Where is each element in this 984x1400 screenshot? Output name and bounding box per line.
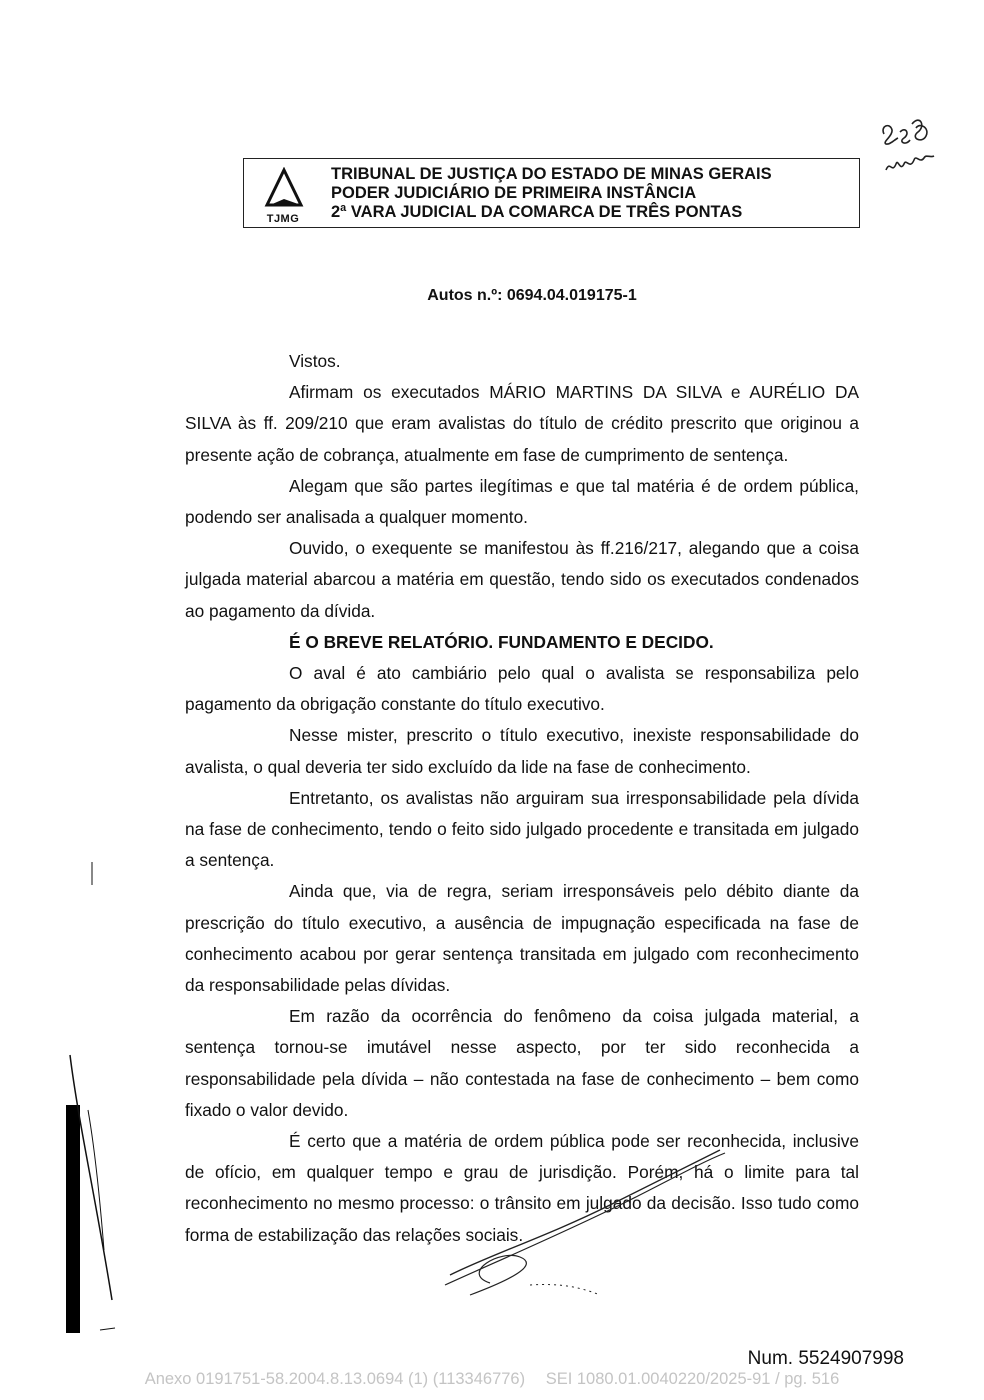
tjmg-triangle-icon	[264, 167, 304, 209]
annex-reference: Anexo 0191751-58.2004.8.13.0694 (1) (113346776)	[144, 1370, 526, 1388]
paragraph: É certo que a matéria de ordem pública pode ser reconhecida, inclusive de ofício, em qualquer tempo e grau de jurisdição. Porém, há o limite para tal reconhecimento no mesmo processo: o trânsito em julgado da decisão. Isso tudo como forma de estabilização das relações sociais.	[185, 1131, 859, 1245]
paragraph: Em razão da ocorrência do fenômeno da coisa julgada material, a sentença tornou-se imutável nesse aspecto, por ter sido reconhecida a responsabilidade pela dívida – não contestada na fase de conhecimento – bem como fixado o valor devido.	[185, 1006, 859, 1120]
handwritten-folio-icon	[876, 104, 946, 180]
scan-margin-marks	[0, 0, 140, 1400]
paragraph: Afirmam os executados MÁRIO MARTINS DA SILVA e AURÉLIO DA SILVA às ff. 209/210 que eram avalistas do título de crédito prescrito que originou a presente ação de cobrança, atualmente em fase de cumprimento de sentença.	[185, 382, 859, 465]
section-heading: É O BREVE RELATÓRIO. FUNDAMENTO E DECIDO.	[289, 631, 714, 652]
court-header	[243, 158, 860, 228]
paragraph: Nesse mister, prescrito o título executivo, inexiste responsabilidade do avalista, o qual deveria ter sido excluído da lide na fase de conhecimento.	[185, 725, 859, 777]
paragraph-vistos: Vistos.	[289, 351, 341, 371]
paragraph: Alegam que são partes ilegítimas e que tal matéria é de ordem pública, podendo ser analisada a qualquer momento.	[185, 475, 859, 528]
logo-label: TJMG	[266, 213, 300, 225]
footer-reference	[0, 1370, 984, 1389]
case-number-text: Autos n.º: 0694.04.019175-1	[427, 287, 637, 304]
court-power: PODER JUDICIÁRIO DE PRIMEIRA INSTÂNCIA	[331, 184, 697, 202]
folio-stamp	[876, 104, 946, 180]
paragraph: O aval é ato cambiário pelo qual o avalista se responsabiliza pelo pagamento da obrigação constante do título executivo.	[185, 663, 859, 715]
paragraph: Entretanto, os avalistas não arguiram sua irresponsabilidade pela dívida na fase de conhecimento, tendo o feito sido julgado procedente e transitada em julgado a sentença.	[185, 787, 859, 871]
decision-body	[185, 346, 859, 1251]
court-name: TRIBUNAL DE JUSTIÇA DO ESTADO DE MINAS GERAIS	[331, 165, 772, 183]
paragraph: Ainda que, via de regra, seriam irresponsáveis pelo débito diante da prescrição do título executivo, a ausência de impugnação especificada na fase de conhecimento acabou por gerar sentença transitada em julgado com reconhecimento da responsabilidade pelas dívidas.	[185, 881, 859, 996]
court-logo	[254, 165, 312, 223]
document-id: Num. 5524907998	[747, 1348, 904, 1369]
signature-icon	[430, 1145, 730, 1305]
case-number	[0, 287, 984, 305]
sei-reference: SEI 1080.01.0040220/2025-91 / pg. 516	[545, 1370, 840, 1388]
court-division: 2ª VARA JUDICIAL DA COMARCA DE TRÊS PONTAS	[331, 203, 743, 221]
paragraph: Ouvido, o exequente se manifestou às ff.216/217, alegando que a coisa julgada material abarcou a matéria em questão, tendo sido os executados condenados ao pagamento da dívida.	[185, 538, 859, 621]
